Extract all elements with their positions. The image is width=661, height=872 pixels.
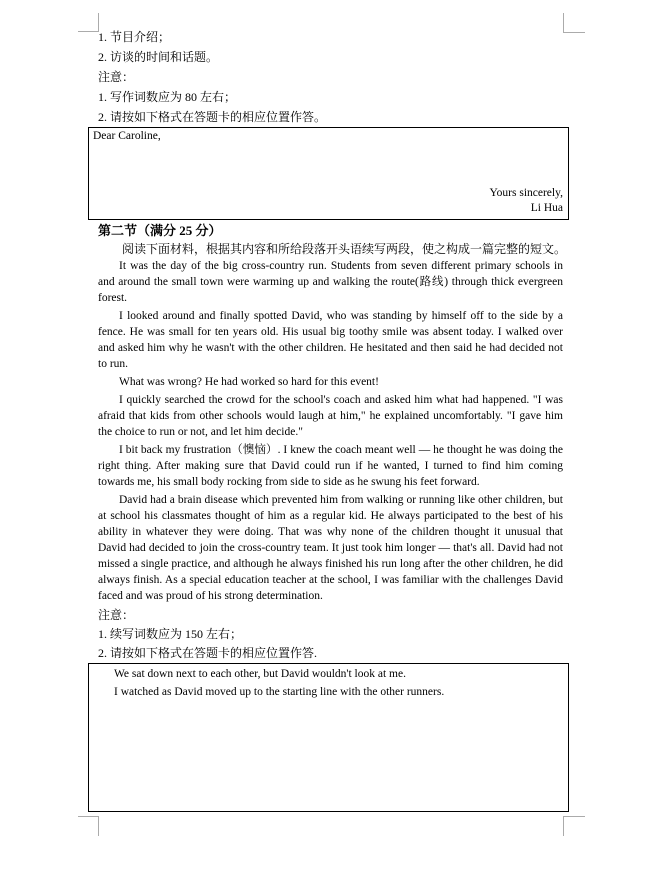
letter-signature: Li Hua [530,202,563,214]
story-paragraph-1: It was the day of the big cross-country run. Students from seven different primary schools in and around the small town were warming up and walking the route(路线) through thick evergreen forest. [98,260,563,304]
crop-mark-bottom-right-icon [563,816,585,836]
story-paragraph-5: I bit back my frustration（懊恼）. I knew the coach meant well — he thought he was doing the right thing. After making sure that David could run if he wanted, I turned to find him coming towards me, his small body rocking from side to side as he swung his feet forward. [98,444,563,488]
section2-notice-label: 注意： [98,608,135,622]
story-paragraph-4: I quickly searched the crowd for the school's coach and asked him what had happened. "I was afraid that kids from other schools would laugh at him," he explained uncomfortably. "I gave him the choice to run or not, and let him decide." [98,394,563,438]
task1-notice-item-2: 2. 请按如下格式在答题卡的相应位置作答。 [98,110,327,124]
task1-notice-item-1: 1. 写作词数应为 80 左右； [98,90,237,104]
story-paragraph-2: I looked around and finally spotted David, who was standing by himself off to the side by a fence. He was small for ten years old. His usual big toothy smile was absent today. I walked over and asked him why he wasn't with the other children. He hesitated and then said he had decided not to run. [98,310,563,370]
task1-point-1: 1. 节目介绍； [98,30,171,44]
continuation-paragraph2-opening: I watched as David moved up to the starting line with the other runners. [114,686,445,698]
section2-notice-item-2: 2. 请按如下格式在答题卡的相应位置作答. [98,646,318,660]
section2-instruction: 阅读下面材料，根据其内容和所给段落开头语续写两段，使之构成一篇完整的短文。 [122,242,567,256]
task1-notice-label: 注意： [98,70,135,84]
section2-heading: 第二节（满分 25 分） [98,223,222,238]
story-paragraph-6: David had a brain disease which prevented him from walking or running like other children, but at school his classmates thought of him as a regular kid. He always participated to the best of his ability in whatever they were doing. That was why none of the children thought it unusual that David had decided to join the cross-country team. It just took him longer — that's all. David had not missed a single practice, and although he always finished his run long after the other children, he did always finish. As a special education teacher at the school, I was familiar with the challenges David faced and was proud of his strong determination. [98,494,563,602]
page-content [93,27,567,812]
crop-mark-top-left-icon [78,13,99,32]
section2-notice-item-1: 1. 续写词数应为 150 左右； [98,627,243,641]
story-paragraph-3: What was wrong? He had worked so hard for this event! [119,376,379,388]
continuation-paragraph1-opening: We sat down next to each other, but David wouldn't look at me. [114,668,406,680]
letter-closing: Yours sincerely, [489,187,563,199]
continuation-answer-box [88,663,569,812]
letter-closing-block [490,186,563,216]
crop-mark-bottom-left-icon [78,816,99,836]
letter-salutation: Dear Caroline, [93,130,161,142]
crop-mark-top-right-icon [563,13,585,33]
task1-point-2: 2. 访谈的时间和话题。 [98,50,219,64]
letter-answer-box [88,127,569,220]
